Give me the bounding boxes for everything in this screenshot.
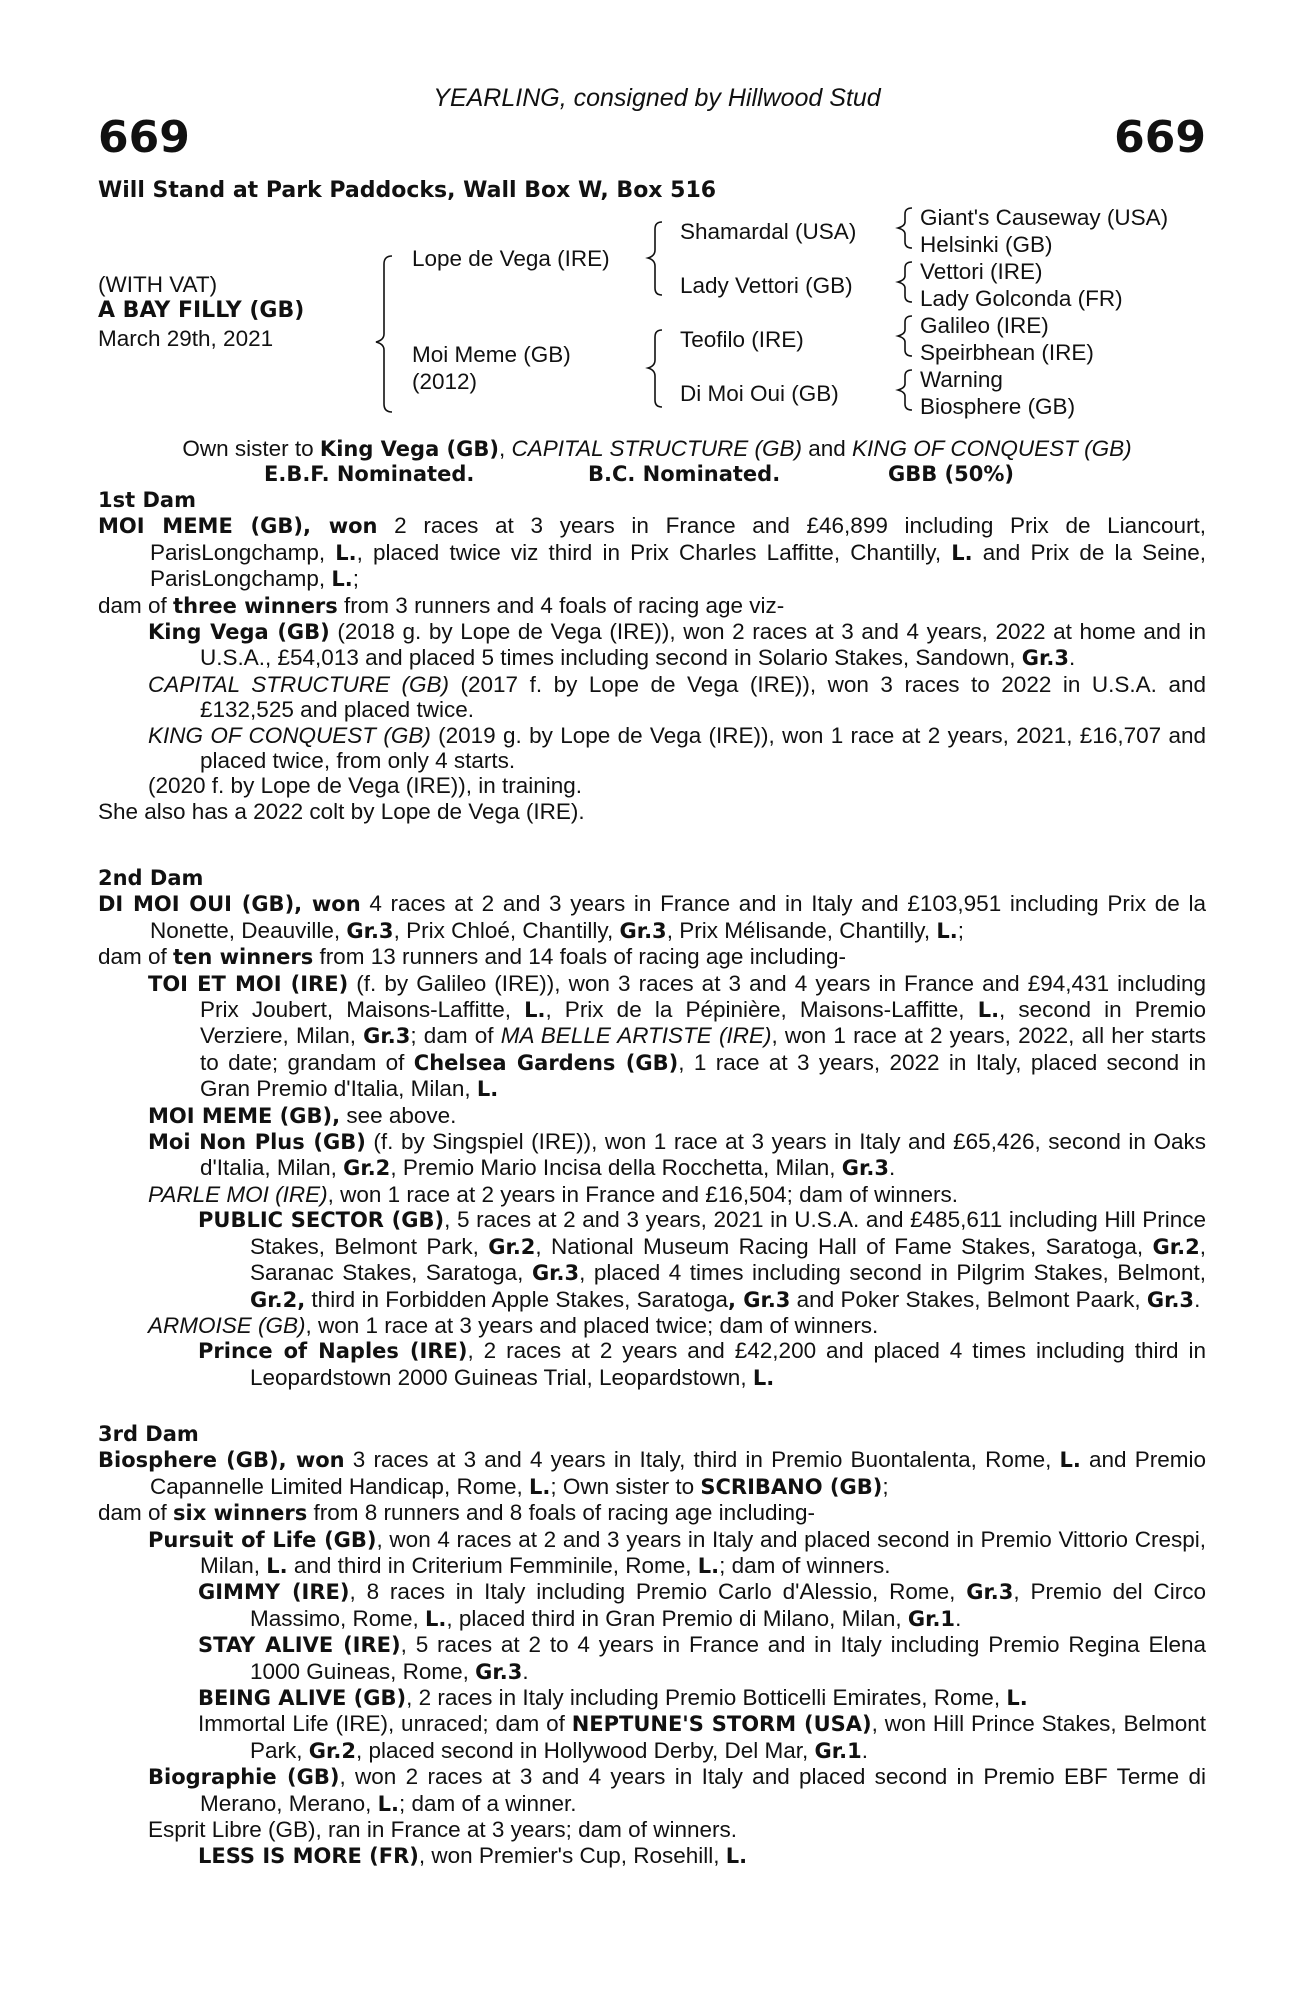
- produce-entry: Immortal Life (IRE), unraced; dam of NEPTUNE'S STORM (USA), won Hill Prince Stakes, Belmont Park, Gr.2, placed second in Hollywood Derby, Del Mar, Gr.1.: [198, 1711, 1206, 1763]
- pedigree-dam-dam: Di Moi Oui (GB): [680, 381, 839, 406]
- pedigree-ggp-2: Helsinki (GB): [920, 232, 1053, 257]
- third-dam-section: [98, 1422, 1206, 1869]
- produce-entry: PUBLIC SECTOR (GB), 5 races at 2 and 3 years, 2021 in U.S.A. and £485,611 including Hill Prince Stakes, Belmont Park, Gr.2, National Museum Racing Hall of Fame Stakes, Saratoga, Gr.2, Saranac Stakes, Saratoga, Gr.3, placed 4 times including second in Pilgrim Stakes, Belmont, Gr.2, third in Forbidden Apple Stakes, Saratoga, Gr.3 and Poker Stakes, Belmont Paark, Gr.3.: [198, 1207, 1206, 1312]
- produce-entry: Prince of Naples (IRE), 2 races at 2 years and £42,200 and placed 4 times including third in Leopardstown 2000 Guineas Trial, Leopardstown, L.: [198, 1338, 1207, 1390]
- produce-entry: Biographie (GB), won 2 races at 3 and 4 years in Italy and placed second in Premio EBF Terme di Merano, Merano, L.; dam of a winner.: [148, 1764, 1206, 1816]
- own-sister-line: Own sister to King Vega (GB), CAPITAL STRUCTURE (GB) and KING OF CONQUEST (GB): [182, 436, 1132, 461]
- lot-number-left: 669: [98, 112, 190, 163]
- gbb-nomination: GBB (50%): [888, 462, 1015, 486]
- dam-produce-summary: dam of three winners from 3 runners and 4 foals of racing age viz-: [98, 592, 785, 618]
- pedigree-sire-dam: Lady Vettori (GB): [680, 273, 853, 298]
- produce-entry: (2020 f. by Lope de Vega (IRE)), in training.: [148, 773, 583, 799]
- dam-produce-summary: dam of six winners from 8 runners and 8 foals of racing age including-: [98, 1500, 815, 1526]
- first-dam-section: [98, 488, 1206, 824]
- produce-entry: TOI ET MOI (IRE) (f. by Galileo (IRE)), won 3 races at 3 and 4 years in France and £94,431 including Prix Joubert, Maisons-Laffitte, L., Prix de la Pépinière, Maisons-Laffitte, L., second in Premio Verziere, Milan, Gr.3; dam of MA BELLE ARTISTE (IRE), won 1 race at 2 years, 2022, all her starts to date; grandam of Chelsea Gardens (GB), 1 race at 3 years, 2022 in Italy, placed second in Gran Premio d'Italia, Milan, L.: [148, 970, 1206, 1102]
- section-heading: 3rd Dam: [98, 1422, 199, 1446]
- horse-dob: March 29th, 2021: [98, 326, 274, 351]
- dam-record: DI MOI OUI (GB), won 4 races at 2 and 3 years in France and in Italy and £103,951 including Prix de la Nonette, Deauville, Gr.3, Prix Chloé, Chantilly, Gr.3, Prix Mélisande, Chantilly, L.;: [98, 891, 1206, 943]
- produce-entry: MOI MEME (GB), see above.: [148, 1102, 457, 1128]
- pedigree-ggp-1: Giant's Causeway (USA): [920, 205, 1169, 230]
- pedigree-ggp-4: Lady Golconda (FR): [920, 286, 1123, 311]
- second-dam-section: [98, 866, 1206, 1391]
- pedigree-ggp-6: Speirbhean (IRE): [920, 340, 1094, 365]
- bc-nomination: B.C. Nominated.: [588, 462, 781, 486]
- pedigree-dam-sire: Teofilo (IRE): [680, 327, 804, 352]
- pedigree-sire: Lope de Vega (IRE): [412, 246, 610, 271]
- pedigree-dam: Moi Meme (GB): [412, 342, 571, 367]
- produce-entry: Moi Non Plus (GB) (f. by Singspiel (IRE)), won 1 race at 3 years in Italy and £65,426, second in Oaks d'Italia, Milan, Gr.2, Premio Mario Incisa della Rocchetta, Milan, Gr.3.: [148, 1129, 1206, 1181]
- stall-location: Will Stand at Park Paddocks, Wall Box W, Box 516: [98, 178, 717, 203]
- ebf-nomination: E.B.F. Nominated.: [264, 462, 475, 486]
- section-heading: 2nd Dam: [98, 866, 204, 890]
- produce-entry: BEING ALIVE (GB), 2 races in Italy including Premio Botticelli Emirates, Rome, L.: [198, 1685, 1028, 1711]
- pedigree-ggp-5: Galileo (IRE): [920, 313, 1049, 338]
- produce-entry: Esprit Libre (GB), ran in France at 3 years; dam of winners.: [148, 1817, 737, 1843]
- horse-name: A BAY FILLY (GB): [98, 298, 305, 323]
- pedigree-ggp-8: Biosphere (GB): [920, 394, 1076, 419]
- pedigree-sire-sire: Shamardal (USA): [680, 219, 857, 244]
- produce-entry: KING OF CONQUEST (GB) (2019 g. by Lope de Vega (IRE)), won 1 race at 2 years, 2021, £16,707 and placed twice, from only 4 starts.: [148, 722, 1206, 774]
- produce-entry: ARMOISE (GB), won 1 race at 3 years and placed twice; dam of winners.: [148, 1312, 879, 1338]
- produce-entry: Pursuit of Life (GB), won 4 races at 2 and 3 years in Italy and placed second in Premio Vittorio Crespi, Milan, L. and third in Criterium Femminile, Rome, L.; dam of winners.: [148, 1526, 1206, 1579]
- produce-entry: GIMMY (IRE), 8 races in Italy including Premio Carlo d'Alessio, Rome, Gr.3, Premio del Circo Massimo, Rome, L., placed third in Gran Premio di Milano, Milan, Gr.1.: [198, 1579, 1206, 1631]
- produce-entry: PARLE MOI (IRE), won 1 race at 2 years in France and £16,504; dam of winners.: [148, 1181, 958, 1207]
- pedigree-dam-year: (2012): [412, 369, 478, 394]
- dam-record: Biosphere (GB), won 3 races at 3 and 4 years in Italy, third in Premio Buontalenta, Rome, L. and Premio Capannelle Limited Handicap, Rome, L.; Own sister to SCRIBANO (GB);: [98, 1447, 1206, 1499]
- produce-entry: CAPITAL STRUCTURE (GB) (2017 f. by Lope de Vega (IRE)), won 3 races to 2022 in U.S.A. and £132,525 and placed twice.: [148, 671, 1206, 723]
- lot-number-right: 669: [1114, 112, 1206, 163]
- produce-entry: LESS IS MORE (FR), won Premier's Cup, Rosehill, L.: [198, 1842, 748, 1868]
- produce-entry: STAY ALIVE (IRE), 5 races at 2 to 4 years in France and in Italy including Premio Regina Elena 1000 Guineas, Rome, Gr.3.: [198, 1632, 1206, 1684]
- pedigree-ggp-7: Warning: [920, 367, 1003, 392]
- produce-entry: King Vega (GB) (2018 g. by Lope de Vega (IRE)), won 2 races at 3 and 4 years, 2022 at home and in U.S.A., £54,013 and placed 5 times including second in Solario Stakes, Sandown, Gr.3.: [148, 619, 1206, 671]
- produce-note: She also has a 2022 colt by Lope de Vega (IRE).: [98, 798, 585, 824]
- dam-produce-summary: dam of ten winners from 13 runners and 14 foals of racing age including-: [98, 944, 847, 970]
- dam-record: MOI MEME (GB), won 2 races at 3 years in France and £46,899 including Prix de Liancourt, ParisLongchamp, L., placed twice viz third in Prix Charles Laffitte, Chantilly, L. and Prix de la Seine, ParisLongchamp, L.;: [98, 513, 1206, 592]
- vat-note: (WITH VAT): [98, 272, 218, 297]
- page-title: YEARLING, consigned by Hillwood Stud: [433, 84, 881, 112]
- pedigree-ggp-3: Vettori (IRE): [920, 259, 1043, 284]
- section-heading: 1st Dam: [98, 488, 196, 512]
